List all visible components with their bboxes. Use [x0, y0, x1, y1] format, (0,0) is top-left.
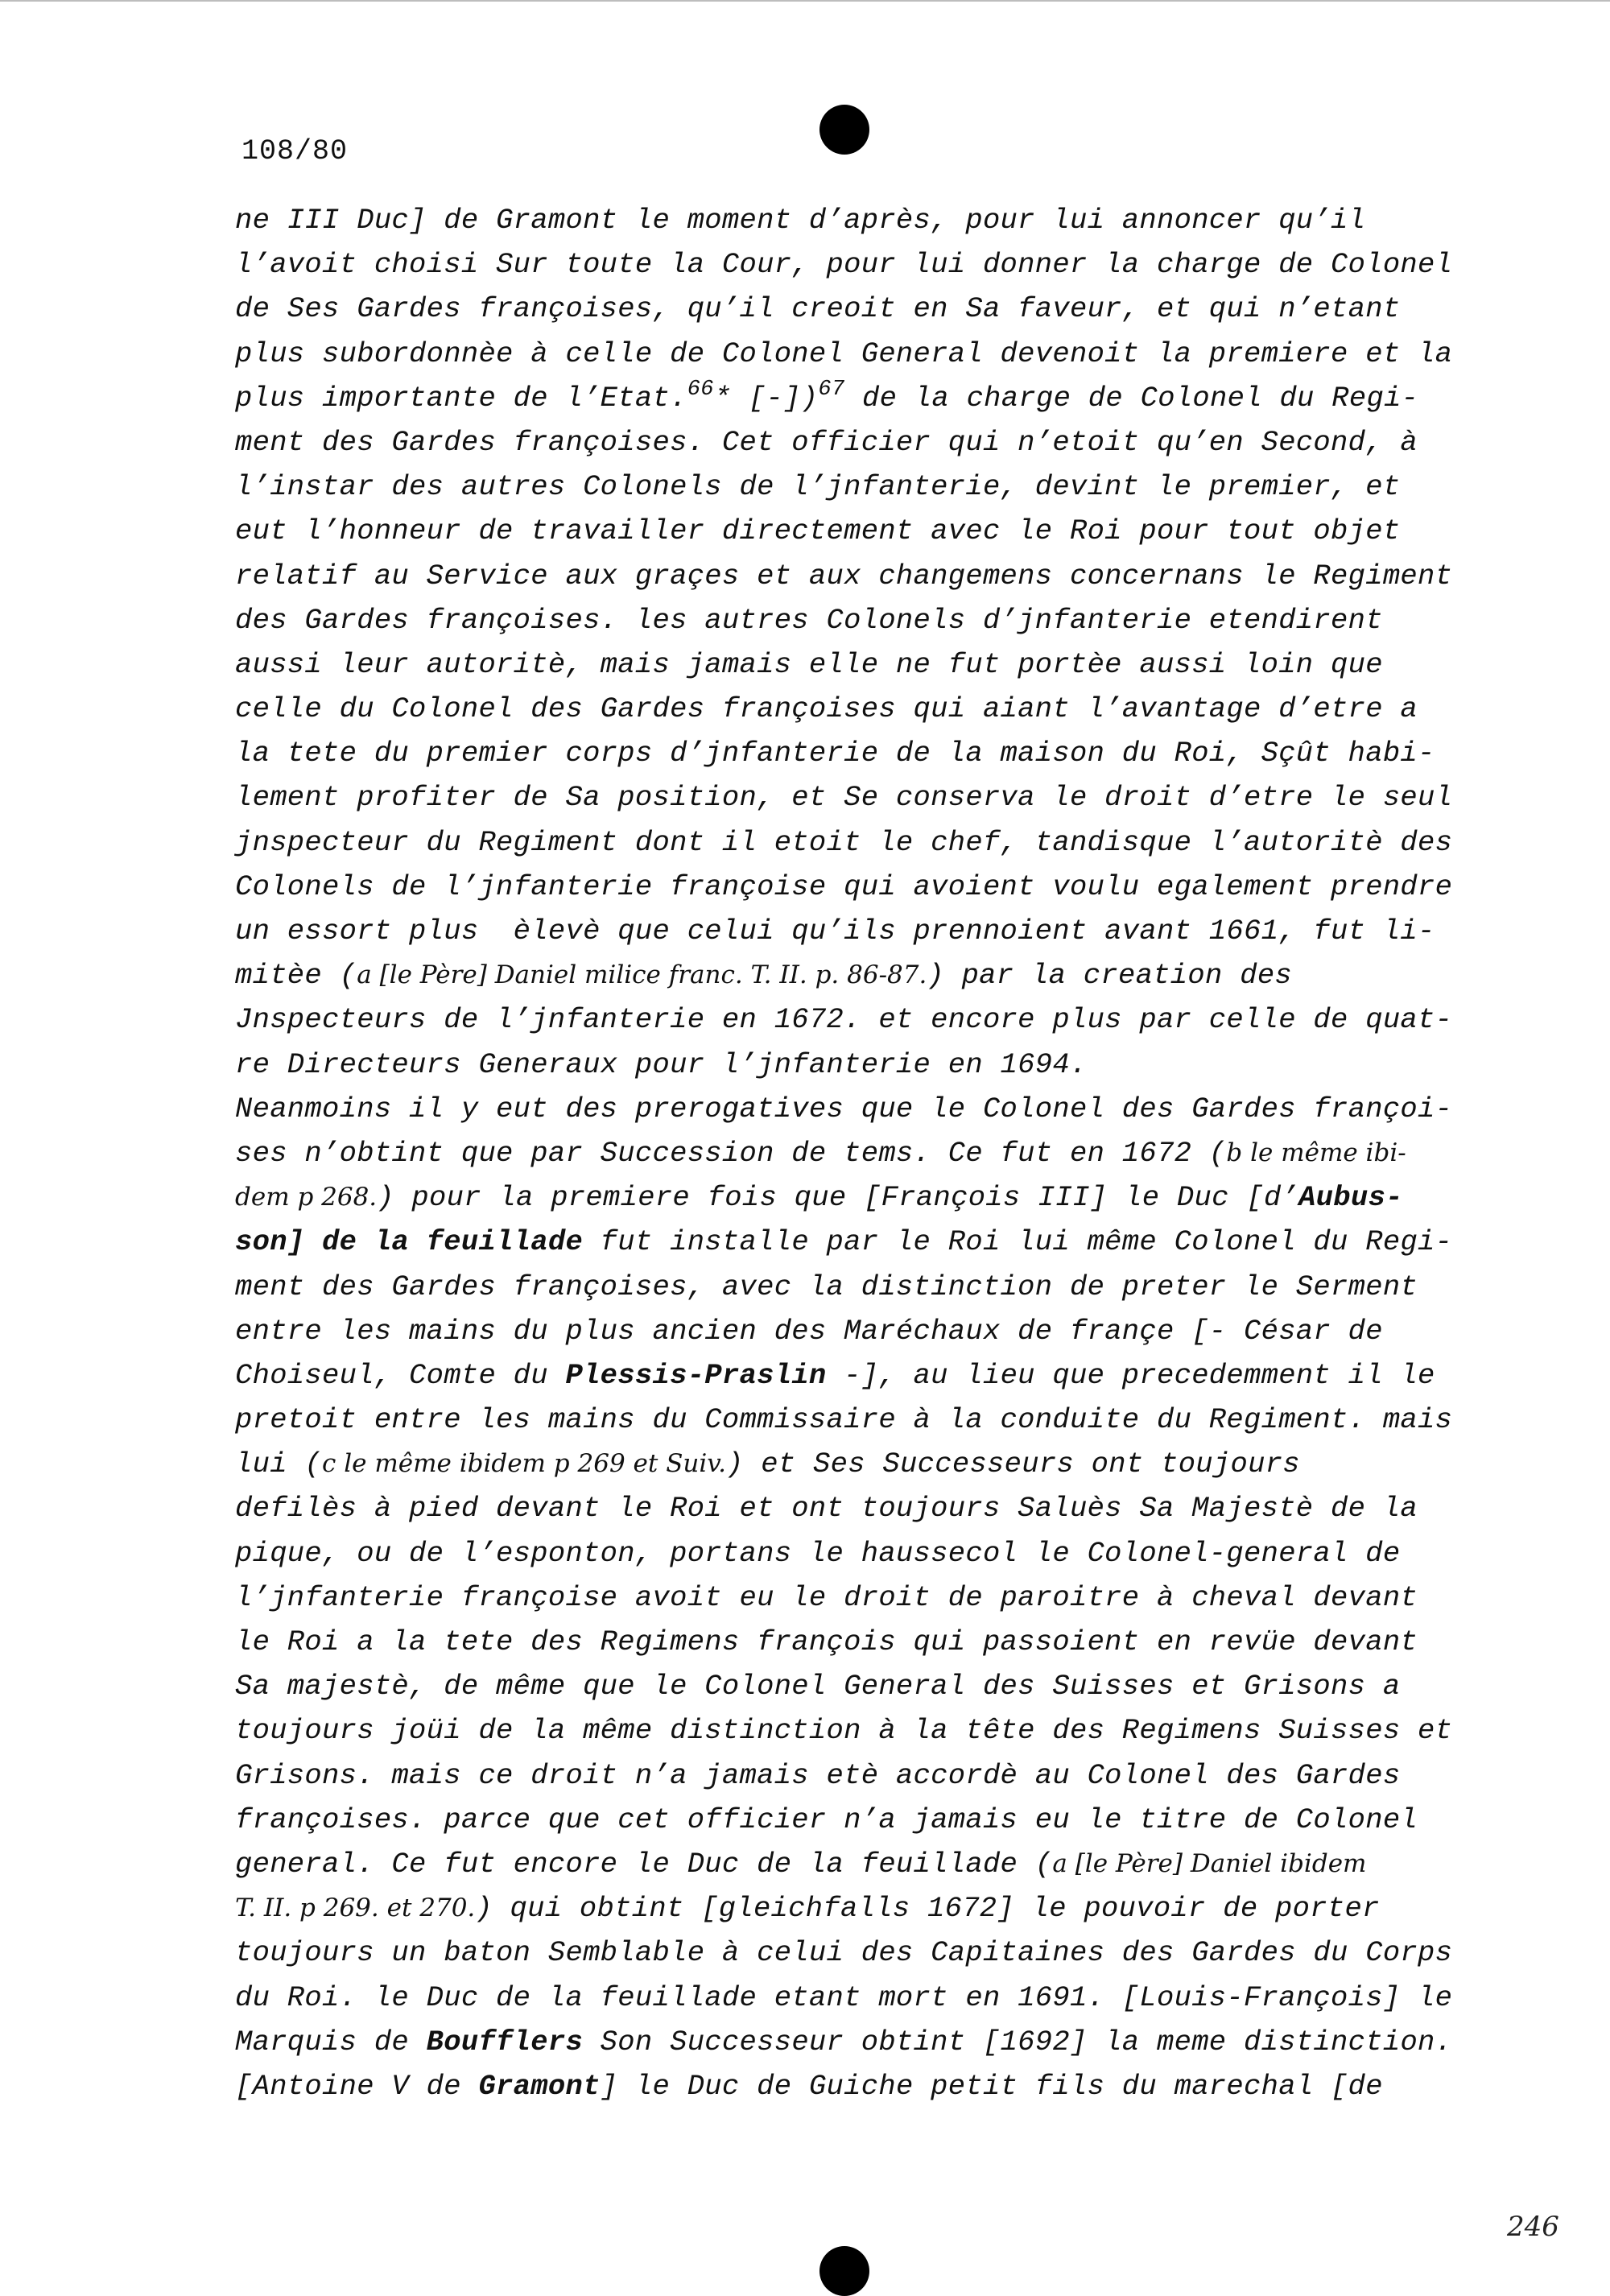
text-line [235, 1309, 1491, 1353]
text-segment: ne III Duc] de Gramont le moment d’après, pour lui annoncer qu’il [235, 204, 1366, 237]
text-segment: pretoit entre les mains du Commissaire à la conduite du Regiment. mais [235, 1403, 1453, 1437]
text-line [235, 332, 1491, 376]
text-segment: eut l’honneur de travailler directement avec le Roi pour tout objet [235, 514, 1401, 548]
text-line [235, 1131, 1491, 1175]
text-line [235, 953, 1491, 997]
text-segment: plus importante de l’Etat. [235, 381, 687, 415]
text-line [235, 198, 1491, 242]
text-line [235, 1753, 1491, 1798]
text-segment: Son Successeur obtint [1692] la meme distinction. [583, 2025, 1453, 2059]
text-segment: la tete du premier corps d’jnfanterie de la maison du Roi, Sçût habi- [235, 737, 1435, 770]
text-segment: françoises. parce que cet officier n’a jamais eu le titre de Colonel [235, 1803, 1418, 1836]
text-line [235, 1798, 1491, 1842]
handwritten-annotation: a [le Père] Daniel milice franc. T. II. p. 86-87. [357, 960, 927, 990]
text-line [235, 820, 1491, 865]
text-segment: general. Ce fut encore le Duc de la feuillade ( [235, 1847, 1053, 1881]
text-segment: celle du Colonel des Gardes françoises qui aiant l’avantage d’etre a [235, 692, 1418, 726]
text-segment: toujours un baton Semblable à celui des Capitaines des Gardes du Corps [235, 1936, 1453, 1970]
text-segment: fut installe par le Roi lui même Colonel du Regi- [583, 1225, 1453, 1259]
handwritten-annotation: b le même ibi- [1226, 1138, 1406, 1167]
text-segment: Jnspecteurs de l’jnfanterie en 1672. et encore plus par celle de quat- [235, 1003, 1453, 1037]
text-line [235, 1220, 1491, 1264]
text-segment: l’instar des autres Colonels de l’jnfanterie, devint le premier, et [235, 470, 1401, 504]
text-line [235, 242, 1491, 287]
text-line [235, 2020, 1491, 2064]
manuscript-text-body [235, 198, 1491, 2108]
bold-name: Aubus- [1298, 1181, 1403, 1215]
text-line [235, 687, 1491, 731]
text-segment: l’avoit choisi Sur toute la Cour, pour lui donner la charge de Colonel [235, 248, 1453, 282]
text-line [235, 376, 1491, 420]
text-segment: plus subordonnèe à celle de Colonel General devenoit la premiere et la [235, 337, 1453, 370]
text-line [235, 287, 1491, 331]
text-line [235, 997, 1491, 1042]
text-segment: Grisons. mais ce droit n’a jamais etè accordè au Colonel des Gardes [235, 1758, 1401, 1792]
text-line [235, 1531, 1491, 1575]
text-line [235, 554, 1491, 598]
handwritten-annotation: c le même ibidem p 269 et Suiv. [322, 1449, 726, 1479]
text-line [235, 775, 1491, 820]
text-segment: l’jnfanterie françoise avoit eu le droit de paroitre à cheval devant [235, 1580, 1418, 1614]
text-segment: du Roi. le Duc de la feuillade etant mort en 1691. [Louis-François] le [235, 1980, 1453, 2014]
text-segment: ) par la creation des [927, 959, 1293, 993]
text-segment: de Ses Gardes françoises, qu’il creoit en Sa faveur, et qui n’etant [235, 292, 1401, 326]
text-segment: re Directeurs Generaux pour l’jnfanterie en 1694. [235, 1047, 1088, 1081]
footnote-superscript: 67 [818, 377, 845, 402]
text-line [235, 1575, 1491, 1620]
text-segment: -], au lieu que precedemment il le [826, 1358, 1435, 1392]
text-line [235, 909, 1491, 953]
text-line [235, 642, 1491, 687]
text-line [235, 1886, 1491, 1931]
page-number: 108/80 [242, 135, 349, 167]
text-line [235, 731, 1491, 775]
text-line [235, 465, 1491, 509]
text-segment: entre les mains du plus ancien des Maréchaux de françe [- César de [235, 1314, 1383, 1348]
text-line [235, 1620, 1491, 1664]
text-line [235, 509, 1491, 553]
text-segment: Choiseul, Comte du [235, 1358, 566, 1392]
text-segment: lui ( [235, 1447, 323, 1481]
text-line [235, 1931, 1491, 1975]
text-segment: ) qui obtint [gleichfalls 1672] le pouvoir de porter [475, 1892, 1380, 1926]
text-segment: pique, ou de l’esponton, portans le haussecol le Colonel-general de [235, 1536, 1401, 1570]
text-segment: Neanmoins il y eut des prerogatives que le Colonel des Gardes françoi- [235, 1092, 1453, 1125]
bold-name: Plessis-Praslin [565, 1358, 827, 1392]
bold-name: son] de la feuillade [235, 1225, 584, 1259]
text-segment: Sa majestè, de même que le Colonel General des Suisses et Grisons a [235, 1670, 1401, 1703]
text-segment: ] le Duc de Guiche petit fils du marechal [de [600, 2069, 1383, 2103]
text-segment: relatif au Service aux graçes et aux changemens concernans le Regiment [235, 559, 1453, 593]
handwritten-annotation: dem p 268. [235, 1183, 378, 1212]
text-line [235, 1353, 1491, 1398]
text-line [235, 1708, 1491, 1753]
text-line [235, 598, 1491, 642]
text-segment: Colonels de l’jnfanterie françoise qui avoient voulu egalement prendre [235, 869, 1453, 903]
text-segment: des Gardes françoises. les autres Colonels d’jnfanterie etendirent [235, 603, 1383, 637]
text-line [235, 865, 1491, 909]
text-line [235, 1664, 1491, 1708]
text-segment: un essort plus èlevè que celui qu’ils prennoient avant 1661, fut li- [235, 915, 1435, 948]
text-line [235, 1442, 1491, 1486]
text-line [235, 1043, 1491, 1087]
text-line [235, 1486, 1491, 1530]
text-segment: de la charge de Colonel du Regi- [844, 381, 1419, 415]
handwritten-page-mark: 246 [1507, 2211, 1559, 2243]
text-line [235, 1842, 1491, 1886]
text-line [235, 1265, 1491, 1309]
text-segment: Marquis de [235, 2025, 427, 2059]
bold-name: Gramont [478, 2069, 601, 2103]
text-line [235, 1087, 1491, 1131]
handwritten-annotation: T. II. p 269. et 270. [235, 1893, 476, 1923]
text-segment: mitèe ( [235, 959, 357, 993]
text-segment: le Roi a la tete des Regimens françois qui passoient en revüe devant [235, 1625, 1418, 1658]
text-segment: ment des Gardes françoises. Cet officier qui n’etoit qu’en Second, à [235, 425, 1418, 459]
text-segment: ses n’obtint que par Succession de tems. Ce fut en 1672 ( [235, 1136, 1227, 1170]
text-segment: ) et Ses Successeurs ont toujours [726, 1447, 1300, 1481]
text-line [235, 1398, 1491, 1442]
text-segment: ment des Gardes françoises, avec la distinction de preter le Serment [235, 1270, 1418, 1303]
text-segment: ) pour la premiere fois que [François III] le Duc [d’ [377, 1181, 1299, 1215]
text-segment: lement profiter de Sa position, et Se conserva le droit d’etre le seul [235, 781, 1453, 815]
punch-hole-bottom-icon [819, 2246, 869, 2296]
footnote-superscript: 66 [687, 377, 714, 402]
text-segment: * [-]) [713, 381, 819, 415]
text-segment: jnspecteur du Regiment dont il etoit le chef, tandisque l’autoritè des [235, 825, 1453, 859]
punch-hole-top-icon [819, 105, 869, 155]
bold-name: Boufflers [426, 2025, 584, 2059]
text-segment: defilès à pied devant le Roi et ont toujours Saluès Sa Majestè de la [235, 1492, 1418, 1526]
text-line [235, 1976, 1491, 2020]
handwritten-annotation: a [le Père] Daniel ibidem [1052, 1848, 1367, 1878]
top-edge-rule [0, 0, 1610, 2]
text-line [235, 1175, 1491, 1220]
text-line [235, 420, 1491, 465]
text-segment: aussi leur autoritè, mais jamais elle ne fut portèe aussi loin que [235, 647, 1383, 681]
text-line [235, 2064, 1491, 2108]
text-segment: [Antoine V de [235, 2069, 479, 2103]
text-segment: toujours joüi de la même distinction à la tête des Regimens Suisses et [235, 1714, 1453, 1748]
